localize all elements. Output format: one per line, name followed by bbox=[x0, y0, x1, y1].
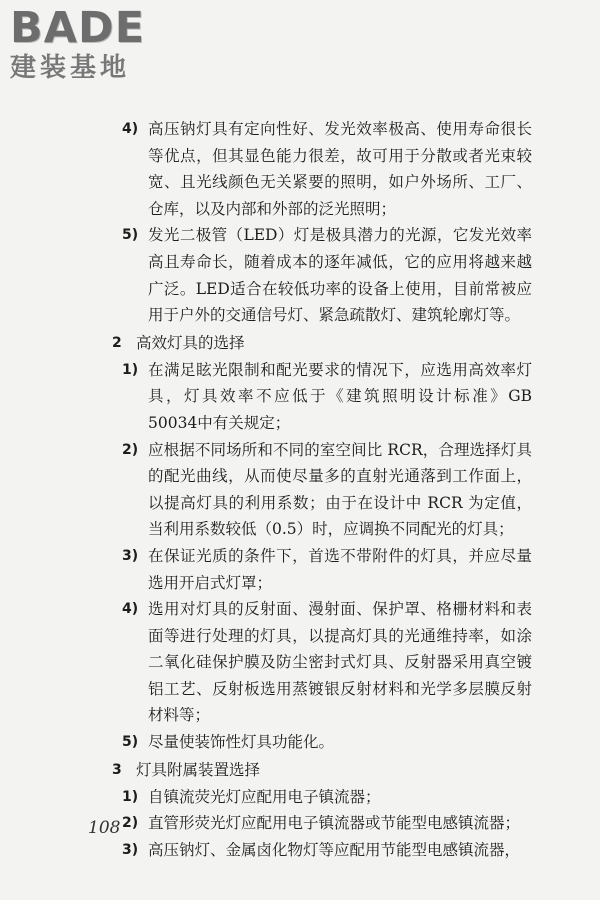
section-heading bbox=[112, 756, 532, 784]
item-text: 直管形荧光灯应配用电子镇流器或节能型电感镇流器； bbox=[148, 814, 521, 833]
item-number: 2 bbox=[112, 334, 122, 351]
item-text: 自镇流荧光灯应配用电子镇流器； bbox=[148, 787, 381, 806]
item-text: 高效灯具的选择 bbox=[136, 333, 245, 352]
item-text: 高压钠灯、金属卤化物灯等应配用节能型电感镇流器， bbox=[148, 840, 521, 859]
item-number: 2) bbox=[122, 815, 139, 832]
list-item bbox=[112, 116, 532, 222]
list-item bbox=[112, 784, 532, 811]
item-number: 2) bbox=[122, 441, 139, 458]
item-number: 1) bbox=[122, 788, 139, 805]
item-number: 3) bbox=[122, 547, 139, 564]
list-item bbox=[112, 810, 532, 837]
item-text: 应根据不同场所和不同的室空间比 RCR，合理选择灯具的配光曲线，从而使尽量多的直射光通落到工作面上，以提高灯具的利用系数；由于在设计中 RCR 为定值，当利用系数较低（0.5）时，应调换不同配光的灯具； bbox=[148, 440, 532, 539]
item-number: 5) bbox=[122, 734, 139, 751]
item-text: 发光二极管（LED）灯是极具潜力的光源，它发光效率高且寿命长，随着成本的逐年减低，它的应用将越来越广泛。LED适合在较低功率的设备上使用，目前常被应用于户外的交通信号灯、紧急疏散灯、建筑轮廓灯等。 bbox=[148, 226, 532, 325]
bade-logo bbox=[10, 4, 180, 84]
page-body bbox=[112, 116, 532, 863]
item-number: 5) bbox=[122, 227, 139, 244]
logo-wordmark: BADE bbox=[10, 3, 146, 53]
list-item bbox=[112, 596, 532, 729]
logo-subtitle: 建装基地 bbox=[10, 53, 131, 83]
item-number: 3) bbox=[122, 841, 139, 858]
item-number: 4) bbox=[122, 601, 139, 618]
item-text: 灯具附属装置选择 bbox=[136, 760, 261, 779]
section-heading bbox=[112, 329, 532, 357]
item-number: 1) bbox=[122, 361, 139, 378]
item-text: 选用对灯具的反射面、漫射面、保护罩、格栅材料和表面等进行处理的灯具，以提高灯具的光通维持率，如涂二氧化硅保护膜及防尘密封式灯具、反射器采用真空镀铝工艺、反射板选用蒸镀银反射材料和光学多层膜反射材料等； bbox=[148, 600, 532, 725]
item-text: 在满足眩光限制和配光要求的情况下，应选用高效率灯具，灯具效率不应低于《建筑照明设计标准》GB 50034中有关规定； bbox=[148, 360, 532, 432]
list-item bbox=[112, 543, 532, 596]
item-number: 4) bbox=[122, 121, 139, 137]
list-item bbox=[112, 357, 532, 437]
item-text: 在保证光质的条件下，首选不带附件的灯具，并应尽量选用开启式灯罩； bbox=[148, 546, 532, 592]
list-item bbox=[112, 837, 532, 864]
item-number: 3 bbox=[112, 761, 122, 778]
page-number: 108 bbox=[88, 818, 121, 838]
item-text: 尽量使装饰性灯具功能化。 bbox=[148, 733, 335, 752]
list-item bbox=[112, 222, 532, 328]
list-item bbox=[112, 729, 532, 756]
item-text: 高压钠灯具有定向性好、发光效率极高、使用寿命很长等优点，但其显色能力很差，故可用于分散或者光束较宽、且光线颜色无关紧要的照明，如户外场所、工厂、仓库，以及内部和外部的泛光照明； bbox=[148, 120, 532, 218]
list-item bbox=[112, 437, 532, 543]
